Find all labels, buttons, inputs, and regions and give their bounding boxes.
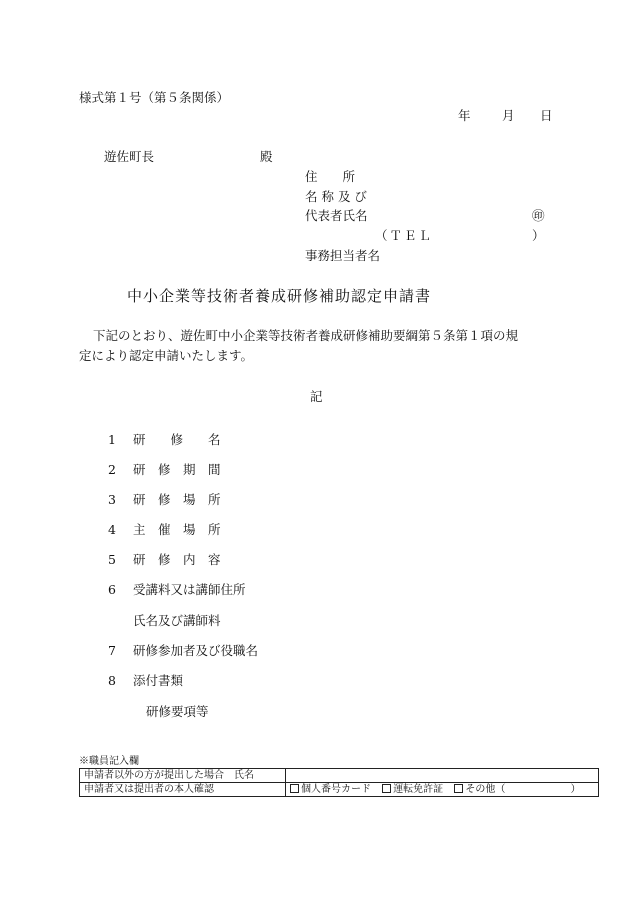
name-label-1: 名 称 及 び bbox=[305, 189, 367, 204]
item-label: 添付書類 bbox=[133, 673, 184, 688]
staff-row-label: 申請者以外の方が提出した場合 氏名 bbox=[80, 769, 286, 783]
item-label: 研 修 場 所 bbox=[133, 492, 221, 507]
ki-heading: 記 bbox=[310, 389, 323, 404]
item-number: 7 bbox=[108, 643, 116, 658]
item-number: 5 bbox=[108, 552, 116, 567]
submitter-name-field[interactable] bbox=[286, 769, 599, 783]
table-row bbox=[80, 769, 599, 783]
contact-label: 事務担当者名 bbox=[305, 248, 381, 263]
item-label: 主 催 場 所 bbox=[133, 522, 221, 537]
body-line-1: 下記のとおり、遊佐町中小企業等技術者養成研修補助要綱第５条第１項の規 bbox=[93, 328, 519, 343]
seal-mark: ㊞ bbox=[532, 208, 545, 223]
checkbox-icon bbox=[454, 784, 463, 793]
checkbox-mynumber-card[interactable] bbox=[290, 784, 371, 795]
body-line-2: 定により認定申請いたします。 bbox=[79, 348, 254, 363]
name-label-2: 代表者氏名 bbox=[305, 208, 368, 223]
item-number: 4 bbox=[108, 522, 116, 537]
table-row bbox=[80, 783, 599, 797]
date-month: 月 bbox=[502, 108, 515, 123]
checkbox-other[interactable] bbox=[454, 784, 505, 795]
tel-open: （ＴＥＬ bbox=[375, 228, 434, 243]
item-number: 2 bbox=[108, 462, 116, 477]
staff-section-heading: ※職員記入欄 bbox=[79, 756, 139, 767]
item-sublabel: 氏名及び講師料 bbox=[133, 613, 221, 628]
addressee-name: 遊佐町長 bbox=[104, 149, 155, 164]
item-number: 1 bbox=[108, 432, 116, 447]
item-number: 8 bbox=[108, 673, 116, 688]
checkbox-icon bbox=[382, 784, 391, 793]
document-title: 中小企業等技術者養成研修補助認定申請書 bbox=[127, 287, 432, 305]
item-label: 研 修 期 間 bbox=[133, 462, 221, 477]
item-label: 研 修 内 容 bbox=[133, 552, 221, 567]
item-label: 受講料又は講師住所 bbox=[133, 582, 246, 597]
date-year: 年 bbox=[458, 108, 471, 123]
form-number: 様式第１号（第５条関係） bbox=[79, 90, 230, 105]
checkbox-label: 個人番号カード bbox=[301, 784, 371, 795]
checkbox-drivers-license[interactable] bbox=[382, 784, 443, 795]
address-label: 住 所 bbox=[305, 169, 356, 184]
addressee-honorific: 殿 bbox=[260, 149, 273, 164]
checkbox-label: 運転免許証 bbox=[393, 784, 444, 795]
id-verification-options bbox=[286, 783, 599, 797]
staff-row-label: 申請者又は提出者の本人確認 bbox=[80, 783, 286, 797]
item-label: 研 修 名 bbox=[133, 432, 221, 447]
tel-close: ） bbox=[532, 228, 545, 243]
item-number: 3 bbox=[108, 492, 116, 507]
checkbox-label: その他（ bbox=[465, 784, 506, 795]
date-day: 日 bbox=[540, 108, 553, 123]
item-label: 研修参加者及び役職名 bbox=[133, 643, 259, 658]
checkbox-icon bbox=[290, 784, 299, 793]
staff-table bbox=[79, 768, 599, 797]
item-number: 6 bbox=[108, 582, 116, 597]
other-close-paren: ） bbox=[570, 784, 581, 795]
item-sublabel: 研修要項等 bbox=[146, 704, 209, 719]
